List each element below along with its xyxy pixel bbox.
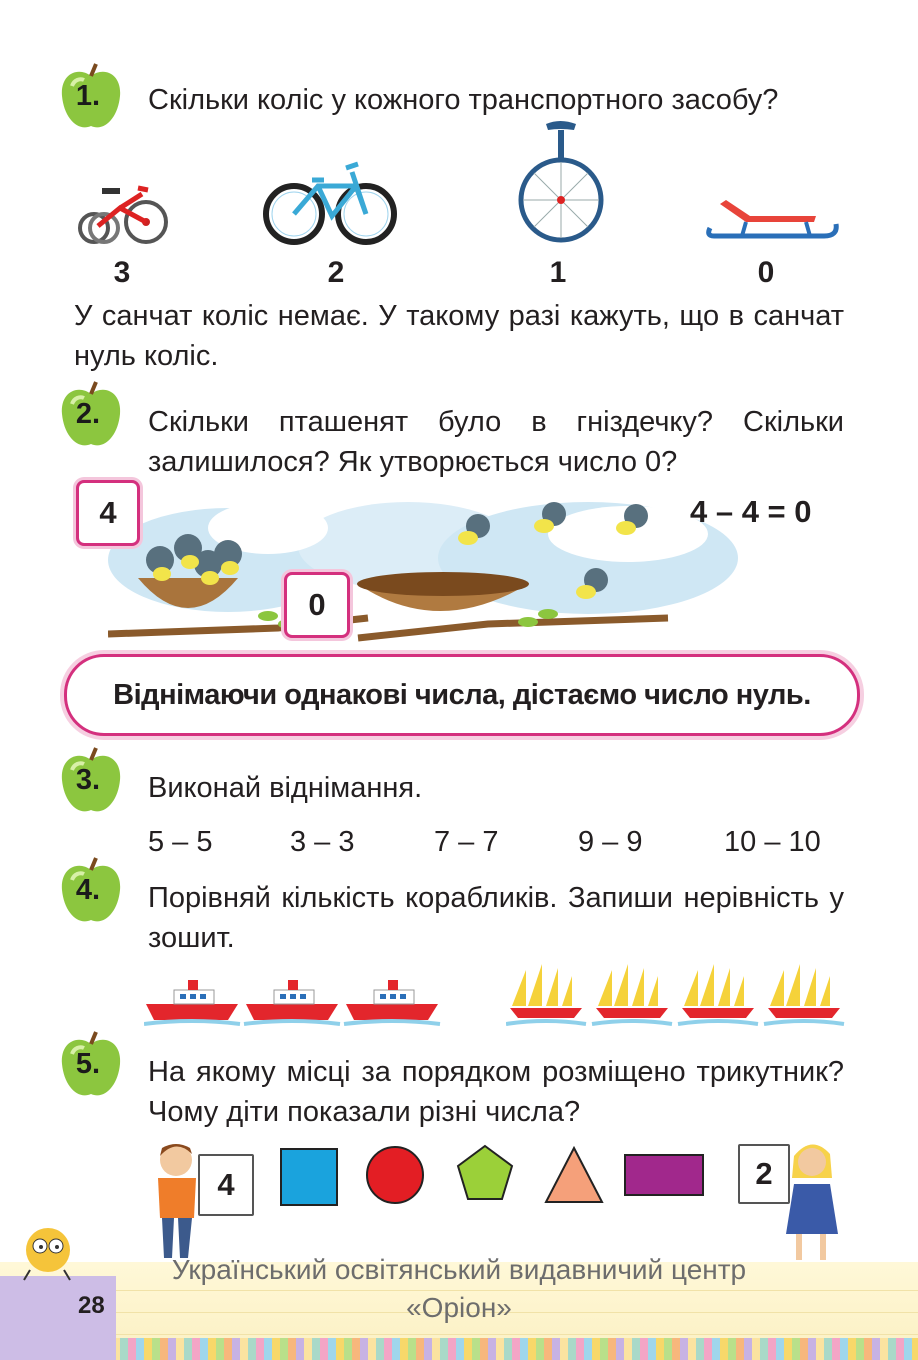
- footer-pencil-stripe: [0, 1338, 918, 1360]
- apple-icon: [58, 1030, 124, 1100]
- task-number: 1.: [75, 80, 101, 112]
- sailboats-image: [506, 962, 846, 1030]
- task-number: 4.: [75, 874, 101, 906]
- task-1-text: Скільки коліс у кожного транспортного засобу?: [148, 84, 779, 116]
- task-2-text: Скільки пташенят було в гніздечку? Скільки залишилося? Як утворюється число 0?: [148, 406, 844, 478]
- ships-image: [144, 974, 444, 1030]
- wheel-count-bicycle: 2: [327, 256, 345, 289]
- page-number: 28: [78, 1292, 105, 1319]
- girl-card: 2: [738, 1144, 790, 1204]
- expression: 5 – 5: [148, 826, 213, 858]
- footer-grid-line: [0, 1334, 918, 1335]
- publisher-line-2: «Оріон»: [406, 1292, 512, 1323]
- wheel-count-unicycle: 1: [549, 256, 567, 289]
- expression: 10 – 10: [724, 826, 821, 858]
- wheel-count-sled: 0: [757, 256, 775, 289]
- girl-image: [780, 1134, 850, 1264]
- count-after-box: 0: [284, 572, 350, 638]
- task-5-text: На якому місці за порядком розміщено трикутник? Чому діти показали різні числа?: [148, 1056, 844, 1128]
- wheel-count-tricycle: 3: [113, 256, 131, 289]
- tricycle-image: [76, 178, 172, 248]
- expression: 9 – 9: [578, 826, 643, 858]
- task-number: 2.: [75, 398, 101, 430]
- sled-image: [706, 196, 842, 248]
- pentagon-shape: [456, 1144, 514, 1202]
- count-before-box: 4: [76, 480, 140, 546]
- circle-shape: [366, 1146, 424, 1204]
- unicycle-image: [516, 116, 606, 248]
- task-number: 3.: [75, 764, 101, 796]
- apple-icon: [58, 856, 124, 926]
- publisher-line-1: Український освітянський видавничий центр: [171, 1254, 747, 1285]
- square-shape: [280, 1148, 338, 1206]
- task-1-explanation: У санчат коліс немає. У такому разі кажуть, що в санчат нуль коліс.: [74, 300, 844, 372]
- bicycle-image: [262, 158, 398, 248]
- task-3-text: Виконай віднімання.: [148, 772, 423, 804]
- nest-scene-image: [108, 488, 748, 642]
- triangle-shape: [544, 1146, 604, 1204]
- task-4-text: Порівняй кількість корабликів. Запиши нерівність у зошит.: [148, 882, 844, 954]
- rule-box: Віднімаючи однакові числа, дістаємо число нуль.: [64, 654, 860, 736]
- boy-card: 4: [198, 1154, 254, 1216]
- apple-icon: [58, 746, 124, 816]
- apple-icon: [58, 62, 124, 132]
- footer-grid-line: [0, 1290, 918, 1291]
- task-number: 5.: [75, 1048, 101, 1080]
- apple-icon: [58, 380, 124, 450]
- expression: 7 – 7: [434, 826, 499, 858]
- expression: 3 – 3: [290, 826, 355, 858]
- rectangle-shape: [624, 1154, 704, 1196]
- equation: 4 – 4 = 0: [690, 494, 812, 529]
